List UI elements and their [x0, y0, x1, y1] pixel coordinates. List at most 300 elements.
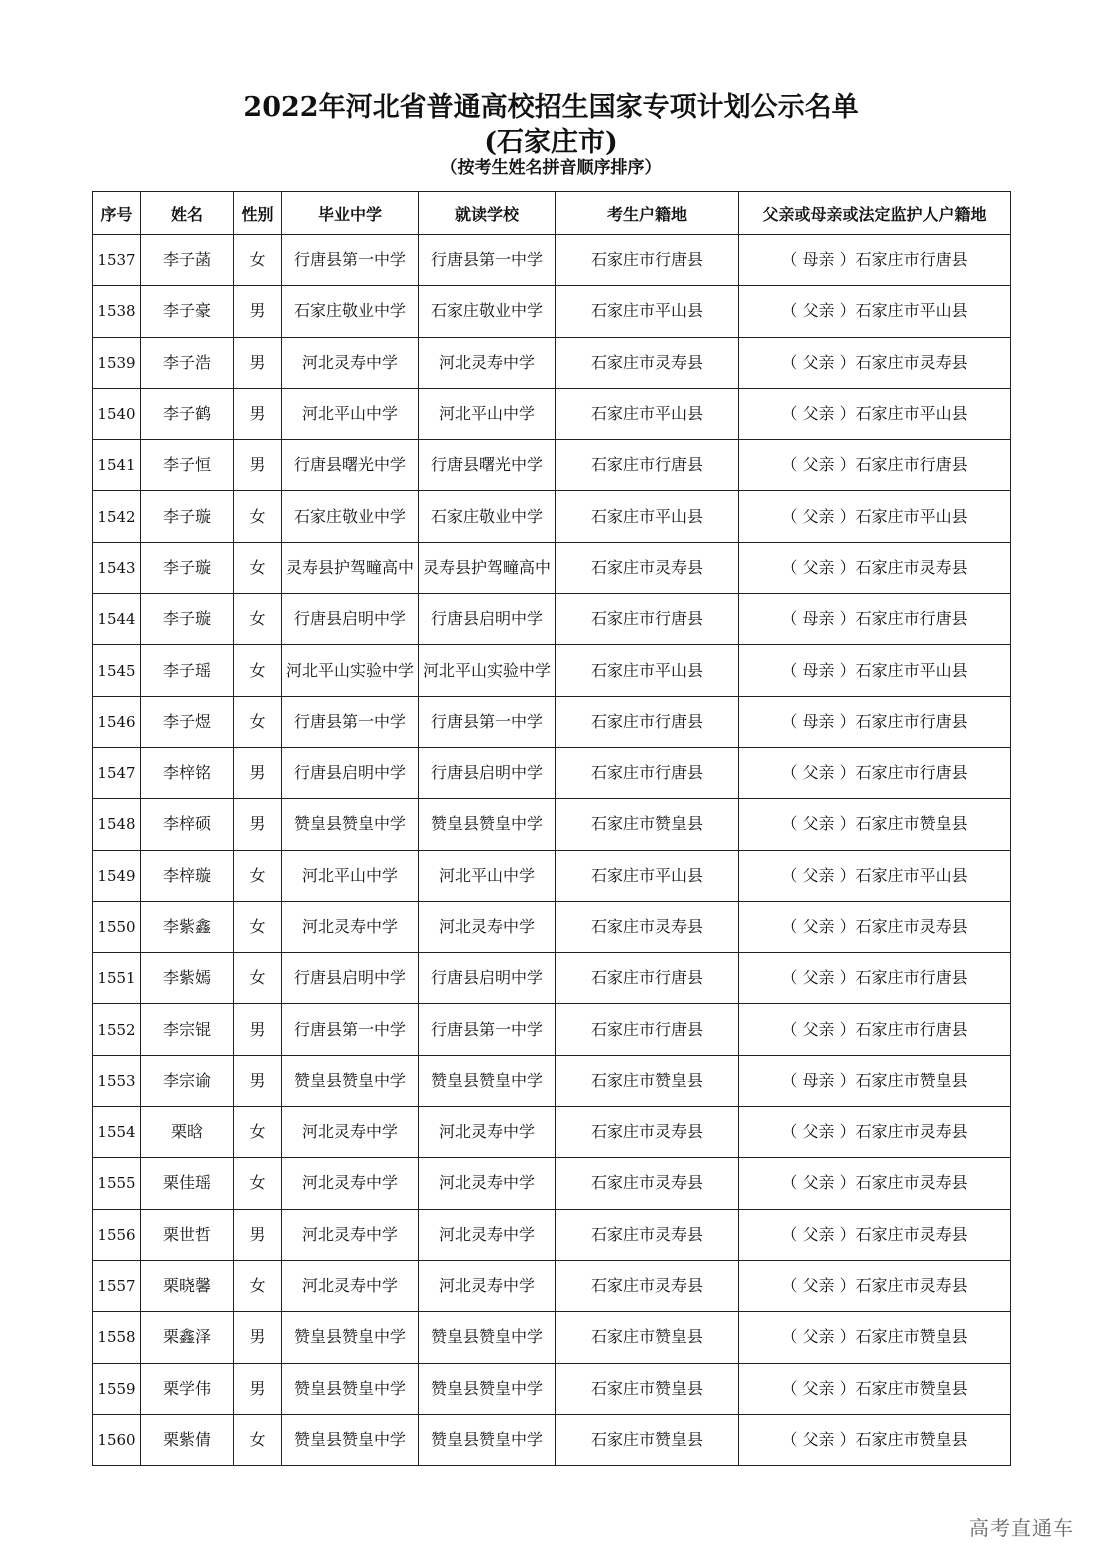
cell-grad-school: 石家庄敬业中学 — [282, 491, 419, 542]
cell-name: 李宗谕 — [141, 1055, 234, 1106]
cell-grad-school: 行唐县曙光中学 — [282, 440, 419, 491]
table-row — [93, 1055, 1011, 1106]
cell-gender: 男 — [234, 1209, 282, 1260]
paren-open: （ — [781, 609, 803, 629]
guardian-relation: 父亲 — [802, 557, 835, 577]
cell-hukou: 石家庄市平山县 — [556, 850, 739, 901]
paren-open: （ — [781, 1429, 803, 1449]
guardian-relation: 父亲 — [802, 506, 835, 526]
guardian-relation: 父亲 — [802, 1378, 835, 1398]
cell-gender: 女 — [234, 901, 282, 952]
cell-hukou: 石家庄市行唐县 — [556, 747, 739, 798]
guardian-relation: 母亲 — [802, 660, 835, 680]
table-row — [93, 235, 1011, 286]
cell-no: 1557 — [93, 1260, 141, 1311]
cell-gender: 女 — [234, 850, 282, 901]
guardian-relation: 父亲 — [802, 352, 835, 372]
paren-close: ） — [834, 301, 856, 321]
cell-grad-school: 行唐县启明中学 — [282, 747, 419, 798]
table-row — [93, 286, 1011, 337]
cell-gender: 女 — [234, 645, 282, 696]
cell-hukou: 石家庄市赞皇县 — [556, 1414, 739, 1465]
cell-grad-school: 石家庄敬业中学 — [282, 286, 419, 337]
cell-gender: 男 — [234, 747, 282, 798]
watermark: 高考直通车 — [969, 1516, 1074, 1540]
paren-close: ） — [834, 1224, 856, 1244]
paren-open: （ — [781, 250, 803, 270]
cell-name: 李子鹤 — [141, 388, 234, 439]
cell-current-school: 河北灵寿中学 — [419, 1260, 556, 1311]
cell-gender: 女 — [234, 696, 282, 747]
cell-no: 1552 — [93, 1004, 141, 1055]
cell-current-school: 赞皇县赞皇中学 — [419, 1363, 556, 1414]
table-row — [93, 337, 1011, 388]
paren-open: （ — [781, 1378, 803, 1398]
col-header-grad-school: 毕业中学 — [282, 192, 419, 235]
cell-hukou: 石家庄市赞皇县 — [556, 1363, 739, 1414]
cell-gender: 女 — [234, 594, 282, 645]
cell-gender: 女 — [234, 542, 282, 593]
guardian-relation: 父亲 — [802, 1122, 835, 1142]
paren-close: ） — [834, 352, 856, 372]
table-row — [93, 696, 1011, 747]
cell-no: 1539 — [93, 337, 141, 388]
cell-hukou: 石家庄市行唐县 — [556, 235, 739, 286]
table-row — [93, 594, 1011, 645]
cell-guardian-hukou — [739, 542, 1011, 593]
cell-current-school: 石家庄敬业中学 — [419, 286, 556, 337]
cell-current-school: 灵寿县护驾疃高中 — [419, 542, 556, 593]
paren-open: （ — [781, 1070, 803, 1090]
guardian-hukou-place: 石家庄市赞皇县 — [855, 1429, 968, 1449]
cell-name: 栗鑫泽 — [141, 1312, 234, 1363]
guardian-relation: 父亲 — [802, 865, 835, 885]
guardian-hukou-place: 石家庄市平山县 — [855, 301, 968, 321]
cell-grad-school: 赞皇县赞皇中学 — [282, 1312, 419, 1363]
cell-name: 李梓璇 — [141, 850, 234, 901]
cell-current-school: 河北灵寿中学 — [419, 901, 556, 952]
cell-name: 李子璇 — [141, 594, 234, 645]
cell-gender: 男 — [234, 1004, 282, 1055]
paren-open: （ — [781, 763, 803, 783]
paren-open: （ — [781, 968, 803, 988]
paren-close: ） — [834, 660, 856, 680]
cell-guardian-hukou — [739, 747, 1011, 798]
paren-open: （ — [781, 404, 803, 424]
cell-hukou: 石家庄市平山县 — [556, 388, 739, 439]
cell-guardian-hukou — [739, 286, 1011, 337]
cell-gender: 男 — [234, 440, 282, 491]
paren-open: （ — [781, 865, 803, 885]
cell-no: 1554 — [93, 1107, 141, 1158]
guardian-hukou-place: 石家庄市行唐县 — [855, 711, 968, 731]
cell-guardian-hukou — [739, 337, 1011, 388]
cell-no: 1537 — [93, 235, 141, 286]
guardian-hukou-place: 石家庄市平山县 — [855, 660, 968, 680]
cell-no: 1548 — [93, 799, 141, 850]
guardian-relation: 母亲 — [802, 609, 835, 629]
roster-table — [92, 191, 1011, 1466]
guardian-hukou-place: 石家庄市灵寿县 — [855, 1224, 968, 1244]
cell-hukou: 石家庄市灵寿县 — [556, 1158, 739, 1209]
guardian-relation: 父亲 — [802, 1173, 835, 1193]
cell-gender: 女 — [234, 1158, 282, 1209]
guardian-relation: 父亲 — [802, 455, 835, 475]
cell-guardian-hukou — [739, 1055, 1011, 1106]
guardian-relation: 父亲 — [802, 968, 835, 988]
table-header-row — [93, 192, 1011, 235]
paren-close: ） — [834, 506, 856, 526]
cell-grad-school: 河北平山中学 — [282, 850, 419, 901]
guardian-hukou-place: 石家庄市平山县 — [855, 404, 968, 424]
cell-hukou: 石家庄市灵寿县 — [556, 901, 739, 952]
cell-name: 李子璇 — [141, 491, 234, 542]
paren-close: ） — [834, 1327, 856, 1347]
cell-hukou: 石家庄市灵寿县 — [556, 1107, 739, 1158]
cell-guardian-hukou — [739, 1158, 1011, 1209]
cell-name: 李子豪 — [141, 286, 234, 337]
paren-open: （ — [781, 1224, 803, 1244]
table-row — [93, 901, 1011, 952]
table-row — [93, 491, 1011, 542]
guardian-relation: 父亲 — [802, 404, 835, 424]
cell-name: 栗佳瑶 — [141, 1158, 234, 1209]
cell-hukou: 石家庄市行唐县 — [556, 440, 739, 491]
cell-current-school: 行唐县启明中学 — [419, 594, 556, 645]
paren-open: （ — [781, 352, 803, 372]
cell-current-school: 河北灵寿中学 — [419, 1107, 556, 1158]
paren-open: （ — [781, 814, 803, 834]
table-row — [93, 645, 1011, 696]
paren-open: （ — [781, 711, 803, 731]
cell-name: 李子璇 — [141, 542, 234, 593]
paren-close: ） — [834, 1429, 856, 1449]
paren-close: ） — [834, 609, 856, 629]
cell-current-school: 赞皇县赞皇中学 — [419, 1312, 556, 1363]
paren-open: （ — [781, 660, 803, 680]
paren-close: ） — [834, 404, 856, 424]
cell-no: 1549 — [93, 850, 141, 901]
cell-current-school: 河北灵寿中学 — [419, 1209, 556, 1260]
paren-close: ） — [834, 968, 856, 988]
cell-grad-school: 行唐县启明中学 — [282, 953, 419, 1004]
table-row — [93, 799, 1011, 850]
guardian-hukou-place: 石家庄市灵寿县 — [855, 557, 968, 577]
cell-grad-school: 河北平山实验中学 — [282, 645, 419, 696]
cell-name: 李紫鑫 — [141, 901, 234, 952]
col-header-no: 序号 — [93, 192, 141, 235]
cell-current-school: 河北灵寿中学 — [419, 337, 556, 388]
cell-hukou: 石家庄市赞皇县 — [556, 1055, 739, 1106]
cell-no: 1540 — [93, 388, 141, 439]
cell-guardian-hukou — [739, 1414, 1011, 1465]
paren-open: （ — [781, 917, 803, 936]
guardian-relation: 父亲 — [802, 814, 835, 834]
cell-grad-school: 行唐县第一中学 — [282, 1004, 419, 1055]
paren-open: （ — [781, 455, 803, 475]
cell-guardian-hukou — [739, 850, 1011, 901]
guardian-hukou-place: 石家庄市行唐县 — [855, 609, 968, 629]
guardian-hukou-place: 石家庄市灵寿县 — [855, 1122, 968, 1142]
cell-current-school: 赞皇县赞皇中学 — [419, 1055, 556, 1106]
table-row — [93, 1158, 1011, 1209]
cell-grad-school: 河北灵寿中学 — [282, 1260, 419, 1311]
table-row — [93, 1363, 1011, 1414]
cell-no: 1558 — [93, 1312, 141, 1363]
cell-name: 栗世哲 — [141, 1209, 234, 1260]
cell-no: 1546 — [93, 696, 141, 747]
guardian-hukou-place: 石家庄市平山县 — [855, 865, 968, 885]
cell-no: 1556 — [93, 1209, 141, 1260]
cell-guardian-hukou — [739, 1209, 1011, 1260]
paren-close: ） — [834, 250, 856, 270]
table-row — [93, 1260, 1011, 1311]
cell-grad-school: 赞皇县赞皇中学 — [282, 1363, 419, 1414]
cell-name: 李子恒 — [141, 440, 234, 491]
guardian-hukou-place: 石家庄市灵寿县 — [855, 352, 968, 372]
paren-close: ） — [834, 1378, 856, 1398]
paren-open: （ — [781, 506, 803, 526]
paren-open: （ — [781, 1276, 803, 1296]
cell-name: 李梓铭 — [141, 747, 234, 798]
table-row — [93, 1209, 1011, 1260]
cell-current-school: 河北平山实验中学 — [419, 645, 556, 696]
cell-gender: 男 — [234, 388, 282, 439]
cell-no: 1555 — [93, 1158, 141, 1209]
page-title: 2022年河北省普通高校招生国家专项计划公示名单 — [243, 92, 859, 123]
cell-grad-school: 河北灵寿中学 — [282, 1209, 419, 1260]
cell-gender: 男 — [234, 1312, 282, 1363]
cell-hukou: 石家庄市灵寿县 — [556, 1260, 739, 1311]
col-header-name: 姓名 — [141, 192, 234, 235]
cell-no: 1547 — [93, 747, 141, 798]
paren-open: （ — [781, 557, 803, 577]
col-header-current-school: 就读学校 — [419, 192, 556, 235]
guardian-relation: 母亲 — [802, 1070, 835, 1090]
cell-current-school: 河北平山中学 — [419, 850, 556, 901]
cell-current-school: 行唐县启明中学 — [419, 953, 556, 1004]
cell-no: 1545 — [93, 645, 141, 696]
paren-close: ） — [834, 455, 856, 475]
guardian-relation: 父亲 — [802, 763, 835, 783]
cell-hukou: 石家庄市赞皇县 — [556, 799, 739, 850]
paren-close: ） — [834, 711, 856, 731]
cell-gender: 女 — [234, 1107, 282, 1158]
paren-open: （ — [781, 301, 803, 321]
cell-grad-school: 河北灵寿中学 — [282, 1158, 419, 1209]
cell-guardian-hukou — [739, 1312, 1011, 1363]
guardian-hukou-place: 石家庄市灵寿县 — [855, 1276, 968, 1296]
cell-current-school: 行唐县曙光中学 — [419, 440, 556, 491]
cell-guardian-hukou — [739, 696, 1011, 747]
cell-guardian-hukou — [739, 799, 1011, 850]
guardian-hukou-place: 石家庄市行唐县 — [855, 763, 968, 783]
table-row — [93, 1414, 1011, 1465]
table-row — [93, 440, 1011, 491]
cell-no: 1541 — [93, 440, 141, 491]
cell-guardian-hukou — [739, 1260, 1011, 1311]
cell-no: 1542 — [93, 491, 141, 542]
cell-name: 李子煜 — [141, 696, 234, 747]
cell-no: 1550 — [93, 901, 141, 952]
cell-gender: 女 — [234, 1260, 282, 1311]
cell-grad-school: 灵寿县护驾疃高中 — [282, 542, 419, 593]
cell-hukou: 石家庄市行唐县 — [556, 594, 739, 645]
col-header-guardian-hukou: 父亲或母亲或法定监护人户籍地 — [739, 192, 1011, 235]
table-row — [93, 1312, 1011, 1363]
cell-gender: 男 — [234, 337, 282, 388]
cell-hukou: 石家庄市灵寿县 — [556, 337, 739, 388]
cell-current-school: 行唐县启明中学 — [419, 747, 556, 798]
cell-guardian-hukou — [739, 1363, 1011, 1414]
paren-close: ） — [834, 1276, 856, 1296]
cell-no: 1560 — [93, 1414, 141, 1465]
guardian-relation: 父亲 — [802, 1327, 835, 1347]
cell-gender: 女 — [234, 953, 282, 1004]
paren-close: ） — [834, 763, 856, 783]
cell-no: 1559 — [93, 1363, 141, 1414]
cell-grad-school: 赞皇县赞皇中学 — [282, 1055, 419, 1106]
cell-name: 栗晗 — [141, 1107, 234, 1158]
guardian-hukou-place: 石家庄市灵寿县 — [855, 1173, 968, 1193]
table-row — [93, 1004, 1011, 1055]
guardian-relation: 父亲 — [802, 1276, 835, 1296]
table-row — [93, 388, 1011, 439]
cell-grad-school: 行唐县第一中学 — [282, 696, 419, 747]
cell-hukou: 石家庄市灵寿县 — [556, 1209, 739, 1260]
paren-open: （ — [781, 1173, 803, 1193]
cell-gender: 男 — [234, 1363, 282, 1414]
cell-gender: 女 — [234, 235, 282, 286]
cell-guardian-hukou — [739, 235, 1011, 286]
table-row — [93, 850, 1011, 901]
cell-name: 栗学伟 — [141, 1363, 234, 1414]
guardian-relation: 母亲 — [802, 711, 835, 731]
cell-hukou: 石家庄市行唐县 — [556, 1004, 739, 1055]
cell-guardian-hukou — [739, 491, 1011, 542]
cell-current-school: 赞皇县赞皇中学 — [419, 1414, 556, 1465]
paren-open: （ — [781, 1327, 803, 1347]
paren-close: ） — [834, 1173, 856, 1193]
cell-no: 1553 — [93, 1055, 141, 1106]
cell-current-school: 河北灵寿中学 — [419, 1158, 556, 1209]
cell-name: 李梓硕 — [141, 799, 234, 850]
cell-hukou: 石家庄市行唐县 — [556, 696, 739, 747]
paren-close: ） — [834, 917, 856, 936]
table-row — [93, 542, 1011, 593]
paren-close: ） — [834, 1019, 856, 1039]
guardian-hukou-place: 石家庄市行唐县 — [855, 250, 968, 270]
cell-hukou: 石家庄市赞皇县 — [556, 1312, 739, 1363]
cell-name: 栗紫倩 — [141, 1414, 234, 1465]
cell-guardian-hukou — [739, 388, 1011, 439]
cell-hukou: 石家庄市灵寿县 — [556, 542, 739, 593]
paren-close: ） — [834, 865, 856, 885]
cell-gender: 男 — [234, 799, 282, 850]
guardian-hukou-place: 石家庄市赞皇县 — [855, 1070, 968, 1090]
cell-gender: 男 — [234, 1055, 282, 1106]
cell-current-school: 行唐县第一中学 — [419, 1004, 556, 1055]
col-header-gender: 性别 — [234, 192, 282, 235]
paren-close: ） — [834, 814, 856, 834]
col-header-hukou: 考生户籍地 — [556, 192, 739, 235]
guardian-relation: 父亲 — [802, 1429, 835, 1449]
table-row — [93, 747, 1011, 798]
cell-gender: 女 — [234, 491, 282, 542]
cell-grad-school: 行唐县启明中学 — [282, 594, 419, 645]
cell-hukou: 石家庄市平山县 — [556, 645, 739, 696]
guardian-hukou-place: 石家庄市行唐县 — [855, 968, 968, 988]
cell-guardian-hukou — [739, 953, 1011, 1004]
guardian-relation: 父亲 — [802, 301, 835, 321]
cell-gender: 男 — [234, 286, 282, 337]
table-row — [93, 953, 1011, 1004]
cell-current-school: 行唐县第一中学 — [419, 696, 556, 747]
page-subtitle: (石家庄市) — [484, 127, 618, 158]
cell-guardian-hukou — [739, 901, 1011, 952]
cell-no: 1544 — [93, 594, 141, 645]
sort-note: （按考生姓名拼音顺序排序） — [440, 158, 662, 178]
cell-guardian-hukou — [739, 1107, 1011, 1158]
guardian-hukou-place: 石家庄市赞皇县 — [855, 1327, 968, 1347]
cell-name: 李紫嫣 — [141, 953, 234, 1004]
cell-gender: 女 — [234, 1414, 282, 1465]
cell-grad-school: 赞皇县赞皇中学 — [282, 1414, 419, 1465]
guardian-hukou-place: 石家庄市行唐县 — [855, 455, 968, 475]
guardian-relation: 父亲 — [802, 1019, 835, 1039]
guardian-relation: 父亲 — [802, 1224, 835, 1244]
paren-open: （ — [781, 1019, 803, 1039]
guardian-hukou-place: 石家庄市赞皇县 — [855, 814, 968, 834]
guardian-relation: 父亲 — [802, 917, 835, 936]
cell-current-school: 石家庄敬业中学 — [419, 491, 556, 542]
guardian-hukou-place: 石家庄市平山县 — [855, 506, 968, 526]
paren-open: （ — [781, 1122, 803, 1142]
cell-grad-school: 赞皇县赞皇中学 — [282, 799, 419, 850]
cell-name: 李子瑶 — [141, 645, 234, 696]
cell-name: 李宗锟 — [141, 1004, 234, 1055]
table-row — [93, 1107, 1011, 1158]
cell-no: 1538 — [93, 286, 141, 337]
table-body — [93, 235, 1011, 1466]
cell-name: 李子浩 — [141, 337, 234, 388]
paren-close: ） — [834, 557, 856, 577]
cell-guardian-hukou — [739, 440, 1011, 491]
cell-grad-school: 行唐县第一中学 — [282, 235, 419, 286]
cell-guardian-hukou — [739, 594, 1011, 645]
guardian-hukou-place: 石家庄市赞皇县 — [855, 1378, 968, 1398]
guardian-hukou-place: 石家庄市灵寿县 — [855, 917, 968, 936]
cell-grad-school: 河北灵寿中学 — [282, 1107, 419, 1158]
cell-no: 1551 — [93, 953, 141, 1004]
cell-hukou: 石家庄市平山县 — [556, 286, 739, 337]
cell-current-school: 赞皇县赞皇中学 — [419, 799, 556, 850]
cell-name: 李子菡 — [141, 235, 234, 286]
cell-hukou: 石家庄市行唐县 — [556, 953, 739, 1004]
cell-guardian-hukou — [739, 645, 1011, 696]
cell-grad-school: 河北灵寿中学 — [282, 901, 419, 952]
guardian-relation: 母亲 — [802, 250, 835, 270]
cell-grad-school: 河北灵寿中学 — [282, 337, 419, 388]
cell-hukou: 石家庄市平山县 — [556, 491, 739, 542]
paren-close: ） — [834, 1070, 856, 1090]
cell-grad-school: 河北平山中学 — [282, 388, 419, 439]
cell-name: 栗晓馨 — [141, 1260, 234, 1311]
cell-guardian-hukou — [739, 1004, 1011, 1055]
paren-close: ） — [834, 1122, 856, 1142]
guardian-hukou-place: 石家庄市行唐县 — [855, 1019, 968, 1039]
cell-no: 1543 — [93, 542, 141, 593]
